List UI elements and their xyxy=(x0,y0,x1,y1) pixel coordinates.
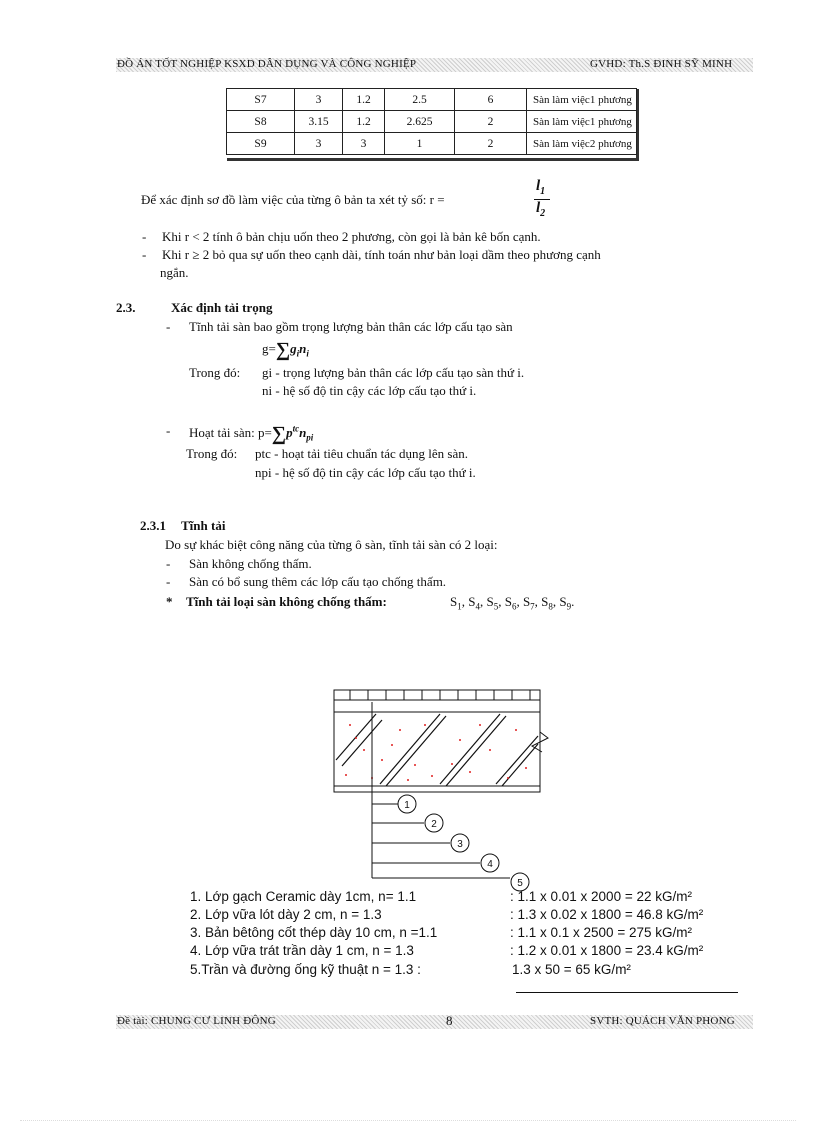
material-3-calc: : 1.1 x 0.1 x 2500 = 275 kG/m² xyxy=(510,925,692,940)
rule-1: Khi r < 2 tính ô bản chịu uốn theo 2 phương, còn gọi là bản kê bốn cạnh. xyxy=(162,229,541,244)
dash: - xyxy=(166,574,171,589)
rule-2-cont: ngắn. xyxy=(160,265,189,280)
table-cell: 2.625 xyxy=(385,111,455,133)
formula-g-label: g= xyxy=(262,341,276,356)
dash: - xyxy=(166,319,171,334)
material-2-calc: : 1.3 x 0.02 x 1800 = 46.8 kG/m² xyxy=(510,907,704,922)
table-cell: 1.2 xyxy=(343,111,385,133)
table-cell: 3 xyxy=(295,89,343,111)
section-number: 2.3. xyxy=(116,300,136,315)
table-cell: Sàn làm việc2 phương xyxy=(527,133,637,155)
page-edge xyxy=(20,1120,796,1121)
table-cell: 2 xyxy=(455,111,527,133)
table-cell: S9 xyxy=(227,133,295,155)
type-2: Sàn có bổ sung thêm các lớp cấu tạo chống thấm. xyxy=(189,574,447,589)
material-1-calc: : 1.1 x 0.01 x 2000 = 22 kG/m² xyxy=(510,889,692,904)
header-right: GVHD: Th.S ĐINH SỸ MINH xyxy=(590,58,733,70)
material-1: 1. Lớp gạch Ceramic dày 1cm, n= 1.1 xyxy=(190,889,417,904)
table-cell: S7 xyxy=(227,89,295,111)
table-cell: 2.5 xyxy=(385,89,455,111)
table-cell: 6 xyxy=(455,89,527,111)
material-4: 4. Lớp vữa trát trần dày 1 cm, n = 1.3 xyxy=(190,943,414,958)
formula-g: $g=\sum g_in_i$ xyxy=(262,339,309,361)
rule-2: Khi r ≥ 2 bỏ qua sự uốn theo cạnh dài, tính toán như bản loại dầm theo phương cạnh xyxy=(162,247,601,262)
material-5-calc: 1.3 x 50 = 65 kG/m² xyxy=(512,962,631,977)
npi-desc: npi - hệ số độ tin cậy các lớp cấu tạo thứ i. xyxy=(255,465,476,480)
dash: - xyxy=(166,423,171,438)
material-5: 5.Trần và đường ống kỹ thuật n = 1.3 : xyxy=(190,962,421,977)
sum-line xyxy=(516,992,738,993)
live-intro: Hoạt tải sàn: p= xyxy=(189,425,272,440)
star: * xyxy=(166,594,173,609)
ni-desc: ni - hệ số độ tin cậy các lớp cấu tạo thứ i. xyxy=(262,383,477,398)
star-value: $S_1$, $S_4$, $S_5$, $S_6$, $S_7$, $S_8$, $S_9$. xyxy=(450,594,575,612)
static-intro: Tĩnh tải sàn bao gồm trọng lượng bản thân các lớp cấu tạo sàn xyxy=(189,319,513,334)
material-4-calc: : 1.2 x 0.01 x 1800 = 23.4 kG/m² xyxy=(510,943,704,958)
callout-label-1: 1 xyxy=(404,800,410,811)
live-formula: Hoạt tải sàn: $p=\sum p^{tc}n_{pi}$ xyxy=(189,423,314,445)
table-cell: S8 xyxy=(227,111,295,133)
table-cell: Sàn làm việc1 phương xyxy=(527,89,637,111)
slab-section-diagram xyxy=(320,680,560,895)
table-cell: 3 xyxy=(343,133,385,155)
table-cell: 3 xyxy=(295,133,343,155)
slab-table xyxy=(226,88,637,155)
star-label: Tĩnh tải loại sàn không chống thấm: xyxy=(186,594,387,609)
type-1: Sàn không chống thấm. xyxy=(189,556,312,571)
table-cell: 1.2 xyxy=(343,89,385,111)
rule-dash-2: - xyxy=(142,247,147,262)
ptc-desc: ptc - hoạt tải tiêu chuẩn tác dụng lên sàn. xyxy=(255,446,468,461)
subsection-title: Tĩnh tải xyxy=(181,518,226,533)
page-number: 8 xyxy=(446,1013,453,1028)
ratio-denominator: $l_2$ xyxy=(536,200,546,219)
table-cell: Sàn làm việc1 phương xyxy=(527,111,637,133)
table-row xyxy=(227,133,637,155)
table-cell: 1 xyxy=(385,133,455,155)
table-row xyxy=(227,89,637,111)
material-2: 2. Lớp vữa lót dày 2 cm, n = 1.3 xyxy=(190,907,382,922)
callout-label-2: 2 xyxy=(431,819,437,830)
footer-left: Đề tài: CHUNG CƯ LINH ĐÔNG xyxy=(117,1015,276,1027)
table-row xyxy=(227,111,637,133)
subsection-number: 2.3.1 xyxy=(140,518,166,533)
ratio-numerator: $l_1$ xyxy=(536,178,546,197)
callout-label-5: 5 xyxy=(517,878,523,889)
where-label-1: Trong đó: xyxy=(189,365,241,380)
table-cell: 2 xyxy=(455,133,527,155)
dash: - xyxy=(166,556,171,571)
ratio-text: Để xác định sơ đồ làm việc của từng ô bản ta xét tỷ số: r = xyxy=(141,192,445,207)
callout-label-4: 4 xyxy=(487,859,493,870)
footer-right: SVTH: QUÁCH VĂN PHONG xyxy=(590,1015,735,1027)
subsection-intro: Do sự khác biệt công năng của từng ô sàn, tĩnh tải sàn có 2 loại: xyxy=(165,537,498,552)
rule-dash-1: - xyxy=(142,229,147,244)
material-3: 3. Bản bêtông cốt thép dày 10 cm, n =1.1 xyxy=(190,925,438,940)
header-left: ĐỒ ÁN TỐT NGHIỆP KSXD DÂN DỤNG VÀ CÔNG NGHIỆP xyxy=(117,58,417,70)
callout-label-3: 3 xyxy=(457,839,463,850)
gi-desc: gi - trọng lượng bản thân các lớp cấu tạo sàn thứ i. xyxy=(262,365,525,380)
where-label-2: Trong đó: xyxy=(186,446,238,461)
section-title: Xác định tải trọng xyxy=(171,300,273,315)
table-cell: 3.15 xyxy=(295,111,343,133)
